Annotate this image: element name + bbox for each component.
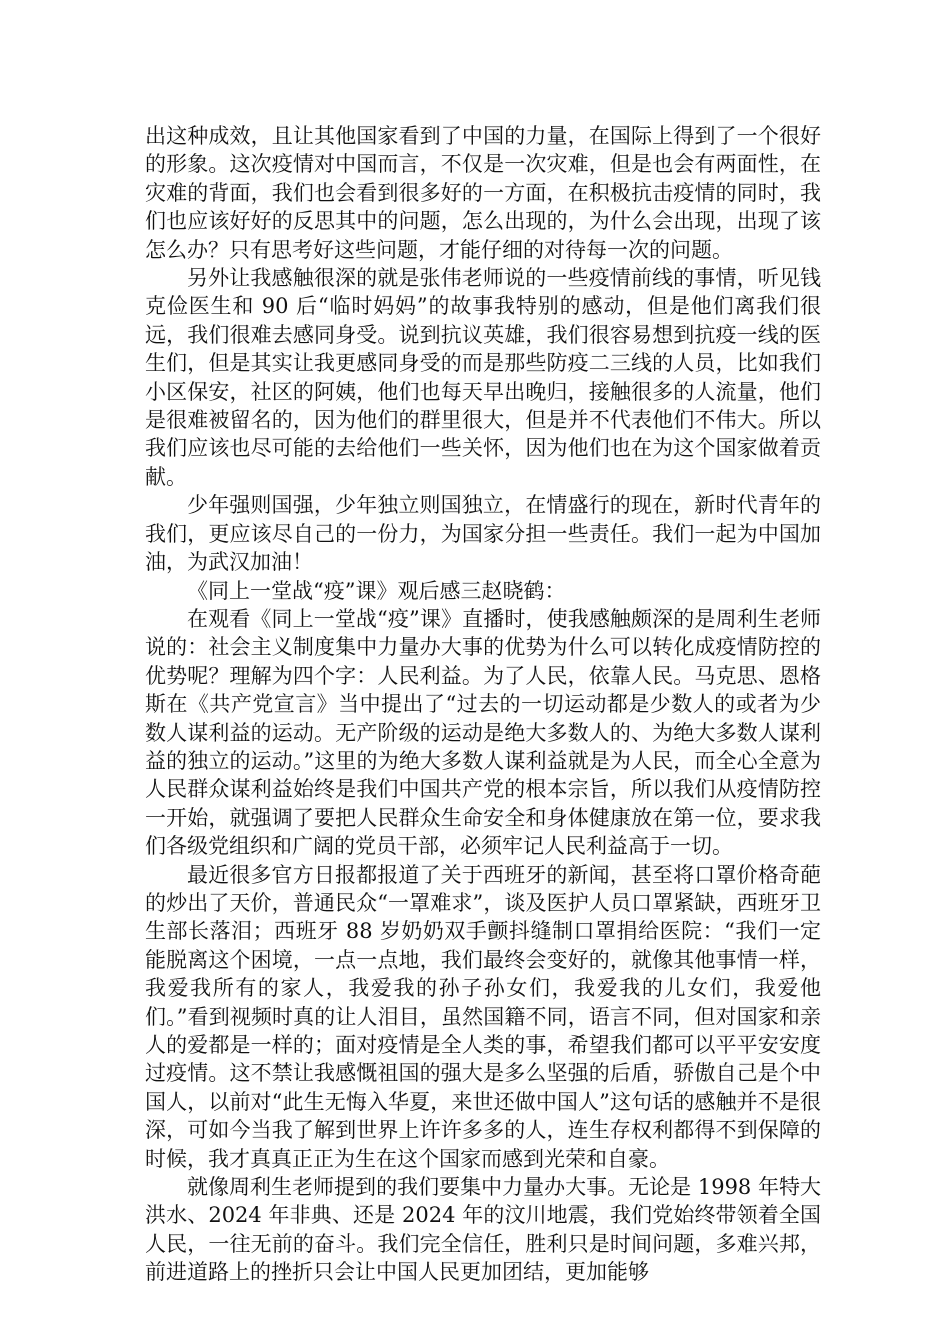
paragraph-6: 就像周利生老师提到的我们要集中力量办大事。无论是 1998 年特大洪水、2024 年非典、还是 2024 年的汶川地震，我们党始终带领着全国人民，一往无前的奋斗。我们完全信任，胜利只是时间问题，多难兴邦，前进道路上的挫折只会让中国人民更加团结，更加能够: [145, 1175, 821, 1285]
section-heading: 《同上一堂战“疫”课》观后感三赵晓鹤：: [187, 578, 566, 603]
paragraph-2: 另外让我感触很深的就是张伟老师说的一些疫情前线的事情，听见钱克俭医生和 90 后“临时妈妈”的故事我特别的感动，但是他们离我们很远，我们很难去感同身受。说到抗议英雄，我们很容易想到抗疫一线的医生们，但是其实让我更感同身受的而是那些防疫二三线的人员，比如我们小区保安，社区的阿姨，他们也每天早出晚归，接触很多的人流量，他们是很难被留名的，因为他们的群里很大，但是并不代表他们不伟大。所以我们应该也尽可能的去给他们一些关怀，因为他们也在为这个国家做着贡献。: [145, 266, 821, 489]
paragraph-3: 少年强则国强，少年独立则国独立，在情盛行的现在，新时代青年的我们，更应该尽自己的一份力，为国家分担一些责任。我们一起为中国加油，为武汉加油！: [145, 493, 821, 575]
paragraph-4: 在观看《同上一堂战“疫”课》直播时，使我感触颇深的是周利生老师说的：社会主义制度集中力量办大事的优势为什么可以转化成疫情防控的优势呢？理解为四个字：人民利益。为了人民，依靠人民。马克思、恩格斯在《共产党宣言》当中提出了“过去的一切运动都是少数人的或者为少数人谋利益的运动。无产阶级的运动是绝大多数人的、为绝大多数人谋利益的独立的运动。”这里的为绝大多数人谋利益就是为人民，而全心全意为人民群众谋利益始终是我们中国共产党的根本宗旨，所以我们从疫情防控一开始，就强调了要把人民群众生命安全和身体健康放在第一位，要求我们各级党组织和广阔的党员干部，必须牢记人民利益高于一切。: [145, 606, 821, 859]
document-body: [145, 122, 821, 1287]
paragraph-1: 出这种成效，且让其他国家看到了中国的力量，在国际上得到了一个很好的形象。这次疫情对中国而言，不仅是一次灾难，但是也会有两面性，在灾难的背面，我们也会看到很多好的一方面，在积极抗击疫情的同时，我们也应该好好的反思其中的问题，怎么出现的，为什么会出现，出现了该怎么办？只有思考好这些问题，才能仔细的对待每一次的问题。: [145, 124, 821, 262]
paragraph-5: 最近很多官方日报都报道了关于西班牙的新闻，甚至将口罩价格奇葩的炒出了天价，普通民众“一罩难求”，谈及医护人员口罩紧缺，西班牙卫生部长落泪；西班牙 88 岁奶奶双手颤抖缝制口罩捐给医院：“我们一定能脱离这个困境，一点一点地，我们最终会变好的，就像其他事情一样，我爱我所有的家人，我爱我的孙子孙女们，我爱我的儿女们，我爱他们。”看到视频时真的让人泪目，虽然国籍不同，语言不同，但对国家和亲人的爱都是一样的；面对疫情是全人类的事，希望我们都可以平平安安度过疫情。这不禁让我感慨祖国的强大是多么坚强的后盾，骄傲自己是个中国人，以前对“此生无悔入华夏，来世还做中国人”这句话的感触并不是很深，可如今当我了解到世界上许许多多的人，连生存权利都得不到保障的时候，我才真真正正为生在这个国家而感到光荣和自豪。: [145, 862, 821, 1171]
